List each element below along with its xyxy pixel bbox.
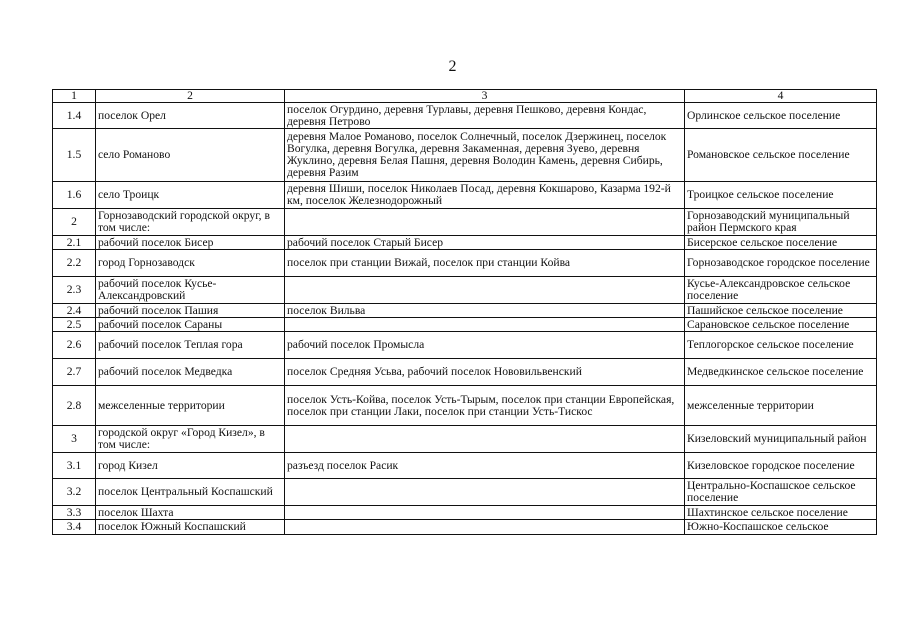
included-settlements: разъезд поселок Расик (285, 453, 685, 479)
table-row (53, 209, 877, 236)
column-header: 1 (53, 90, 96, 103)
included-settlements: поселок Огурдино, деревня Турлавы, деревня Пешково, деревня Кондас, деревня Петрово (285, 103, 685, 129)
table-header-row (53, 90, 877, 103)
locality-name: рабочий поселок Теплая гора (96, 332, 285, 359)
included-settlements (285, 318, 685, 332)
included-settlements: поселок при станции Вижай, поселок при станции Койва (285, 250, 685, 277)
page-number: 2 (448, 58, 457, 75)
locality-name: рабочий поселок Пашия (96, 304, 285, 318)
table-row (53, 250, 877, 277)
column-header: 2 (96, 90, 285, 103)
table-row (53, 236, 877, 250)
locality-name: поселок Южный Коспашский (96, 520, 285, 535)
included-settlements: деревня Малое Романово, поселок Солнечный, поселок Дзержинец, поселок Вогулка, деревня Вогулка, деревня Закаменная, деревня Зуево, деревня Жуклино, деревня Белая Пашня, деревня Володин Камень, деревня Сибирь, деревня Разим (285, 129, 685, 182)
table-row (53, 506, 877, 520)
included-settlements: рабочий поселок Старый Бисер (285, 236, 685, 250)
column-header: 3 (285, 90, 685, 103)
row-number: 2.1 (53, 236, 96, 250)
row-number: 2.2 (53, 250, 96, 277)
municipality-name: Центрально-Коспашское сельское поселение (685, 479, 877, 506)
row-number: 1.6 (53, 182, 96, 209)
row-number: 3.2 (53, 479, 96, 506)
table-row (53, 304, 877, 318)
locality-name: город Кизел (96, 453, 285, 479)
municipality-name: межселенные территории (685, 386, 877, 426)
table-row (53, 103, 877, 129)
table-row (53, 453, 877, 479)
row-number: 2.5 (53, 318, 96, 332)
included-settlements: рабочий поселок Промысла (285, 332, 685, 359)
table-row (53, 386, 877, 426)
row-number: 3.1 (53, 453, 96, 479)
included-settlements: поселок Усть-Койва, поселок Усть-Тырым, поселок при станции Европейская, поселок при станции Лаки, поселок при станции Усть-Тискос (285, 386, 685, 426)
locality-name: межселенные территории (96, 386, 285, 426)
table-row (53, 182, 877, 209)
municipality-name: Бисерское сельское поселение (685, 236, 877, 250)
table-row (53, 426, 877, 453)
municipality-name: Кизеловский муниципальный район (685, 426, 877, 453)
municipality-name: Пашийское сельское поселение (685, 304, 877, 318)
row-number: 2 (53, 209, 96, 236)
included-settlements (285, 520, 685, 535)
included-settlements (285, 209, 685, 236)
locality-name: город Горнозаводск (96, 250, 285, 277)
locality-name: поселок Орел (96, 103, 285, 129)
locality-name: рабочий поселок Сараны (96, 318, 285, 332)
locality-name: рабочий поселок Медведка (96, 359, 285, 386)
locality-name: рабочий поселок Кусье-Александровский (96, 277, 285, 304)
row-number: 2.3 (53, 277, 96, 304)
municipality-name: Горнозаводский муниципальный район Пермского края (685, 209, 877, 236)
row-number: 1.4 (53, 103, 96, 129)
municipality-name: Горнозаводское городское поселение (685, 250, 877, 277)
table-row (53, 479, 877, 506)
included-settlements (285, 426, 685, 453)
row-number: 2.4 (53, 304, 96, 318)
included-settlements (285, 479, 685, 506)
municipality-name: Теплогорское сельское поселение (685, 332, 877, 359)
table-row (53, 277, 877, 304)
municipality-name: Южно-Коспашское сельское (685, 520, 877, 535)
table-row (53, 318, 877, 332)
row-number: 3.4 (53, 520, 96, 535)
row-number: 1.5 (53, 129, 96, 182)
row-number: 2.6 (53, 332, 96, 359)
municipality-name: Троицкое сельское поселение (685, 182, 877, 209)
locality-name: поселок Шахта (96, 506, 285, 520)
column-header: 4 (685, 90, 877, 103)
municipality-name: Орлинское сельское поселение (685, 103, 877, 129)
included-settlements (285, 277, 685, 304)
municipality-name: Кусье-Александровское сельское поселение (685, 277, 877, 304)
settlements-table (52, 89, 877, 535)
included-settlements: деревня Шиши, поселок Николаев Посад, деревня Кокшарово, Казарма 192-й км, поселок Железнодорожный (285, 182, 685, 209)
row-number: 3.3 (53, 506, 96, 520)
table-body (53, 103, 877, 535)
included-settlements (285, 506, 685, 520)
municipality-name: Сарановское сельское поселение (685, 318, 877, 332)
locality-name: городской округ «Город Кизел», в том числе: (96, 426, 285, 453)
municipality-name: Романовское сельское поселение (685, 129, 877, 182)
locality-name: рабочий поселок Бисер (96, 236, 285, 250)
locality-name: поселок Центральный Коспашский (96, 479, 285, 506)
row-number: 2.8 (53, 386, 96, 426)
row-number: 2.7 (53, 359, 96, 386)
table-row (53, 520, 877, 535)
municipality-name: Кизеловское городское поселение (685, 453, 877, 479)
municipality-name: Медведкинское сельское поселение (685, 359, 877, 386)
included-settlements: поселок Средняя Усьва, рабочий поселок Нововильвенский (285, 359, 685, 386)
locality-name: Горнозаводский городской округ, в том числе: (96, 209, 285, 236)
locality-name: село Романово (96, 129, 285, 182)
row-number: 3 (53, 426, 96, 453)
table-row (53, 359, 877, 386)
included-settlements: поселок Вильва (285, 304, 685, 318)
locality-name: село Троицк (96, 182, 285, 209)
table-row (53, 129, 877, 182)
municipality-name: Шахтинское сельское поселение (685, 506, 877, 520)
table-row (53, 332, 877, 359)
